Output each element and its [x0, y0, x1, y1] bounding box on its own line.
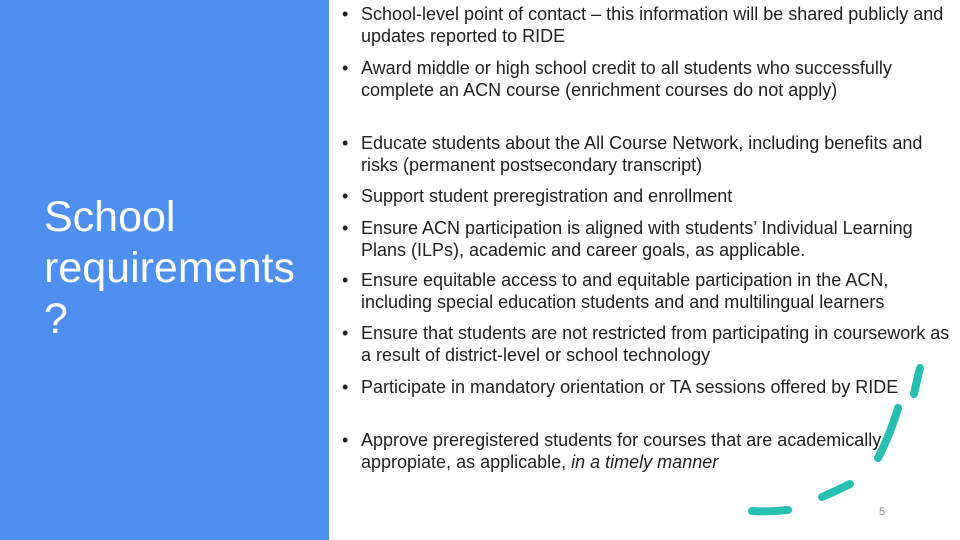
list-item-text: Ensure equitable access to and equitable participation in the ACN, including special education students and and multilingual learners	[361, 270, 889, 312]
list-item-text: Participate in mandatory orientation or TA sessions offered by RIDE	[361, 377, 899, 397]
pen-stroke	[878, 408, 898, 458]
page-number: 5	[878, 506, 886, 518]
list-item-text: Educate students about the All Course Network, including benefits and risks (permanent postsecondary transcript)	[361, 133, 923, 175]
list-item-text: Ensure ACN participation is aligned with students’ Individual Learning Plans (ILPs), academic and career goals, as applicable.	[361, 218, 913, 260]
pen-stroke	[914, 368, 920, 394]
list-item-text: Award middle or high school credit to all students who successfully complete an ACN course (enrichment courses do not apply)	[361, 58, 892, 100]
slide-title: School requirements ?	[44, 193, 295, 343]
pen-strokes	[752, 368, 920, 511]
list-item-text: Approve preregistered students for courses that are academically appropiate, as applicable,	[361, 430, 882, 472]
list-item-text: School-level point of contact – this information will be shared publicly and updates reported to RIDE	[361, 4, 944, 46]
pen-stroke	[752, 510, 788, 511]
list-item-text: Support student preregistration and enrollment	[361, 186, 733, 206]
pen-stroke	[822, 484, 850, 497]
list-item-text: Ensure that students are not restricted from participating in coursework as a result of district-level or school technology	[361, 323, 950, 365]
list-item-emphasis: in a timely manner	[571, 451, 719, 472]
